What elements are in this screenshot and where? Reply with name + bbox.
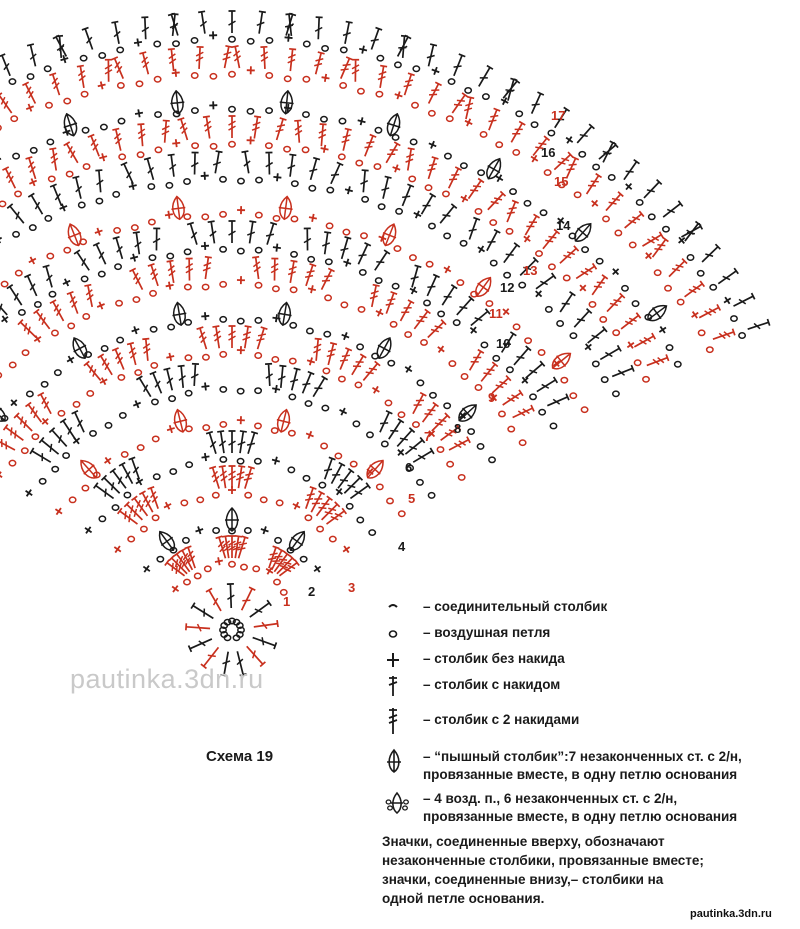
row-label: 15 [554,174,569,189]
credit-text: pautinka.3dn.ru [690,908,772,920]
legend-label-continued: провязанные вместе, в одну петлю основания [423,767,738,782]
single-crochet-icon [385,650,423,670]
note-line: значки, соединенные внизу,– столбики на [382,872,664,887]
legend-label: – столбик с 2 накидами [423,712,580,727]
row-label: 7 [424,429,432,444]
legend-label-continued: провязанные вместе, в одну петлю основания [423,809,738,824]
row-label: 9 [488,390,496,405]
row-label: 5 [408,491,416,506]
row-label: 17 [551,108,566,123]
treble-crochet-icon [385,708,423,734]
legend-item-single-crochet [385,650,785,670]
diagram-caption: Схема 19 [206,748,274,765]
row-label: 4 [398,539,406,554]
double-crochet-icon [385,676,423,696]
puff-stitch-icon [385,748,423,774]
legend-note [382,832,782,908]
row-label: 16 [541,145,556,160]
row-label: 3 [348,580,356,595]
watermark: pautinka.3dn.ru [70,664,264,694]
row-label: 14 [556,218,571,233]
row-label: 8 [454,421,462,436]
row-labels [283,108,571,609]
chain-stitch-icon [385,624,423,644]
legend-label: – соединительный столбик [423,599,608,614]
legend-item-slip-stitch [385,598,785,618]
row-label: 10 [496,336,511,351]
note-line: Значки, соединенные вверху, обозначают [382,834,665,849]
legend-item-treble-crochet [385,708,785,734]
row-label: 13 [523,263,538,278]
legend-item-popcorn-stitch [385,790,785,826]
legend-item-puff-stitch [385,748,785,784]
legend-item-double-crochet [385,676,785,696]
row-label: 6 [405,460,413,475]
note-line: незаконченные столбики, провязанные вместе; [382,853,704,868]
row-label: 12 [500,280,515,295]
legend-item-chain-stitch [385,624,785,644]
legend [385,598,785,832]
chart-stitches [0,11,770,676]
note-line: одной петле основания. [382,891,545,906]
legend-label: – воздушная петля [423,625,551,640]
row-label: 2 [308,584,316,599]
slip-stitch-icon [385,598,423,618]
legend-label: – столбик с накидом [423,677,561,692]
legend-label: – 4 возд. п., 6 незаконченных ст. с 2/н, [423,791,678,806]
legend-label: – “пышный столбик”:7 незаконченных ст. с 2/н, [423,749,742,764]
row-label: 11 [489,306,503,321]
row-label: 1 [283,594,291,609]
popcorn-stitch-icon [385,790,423,816]
legend-label: – столбик без накида [423,651,565,666]
